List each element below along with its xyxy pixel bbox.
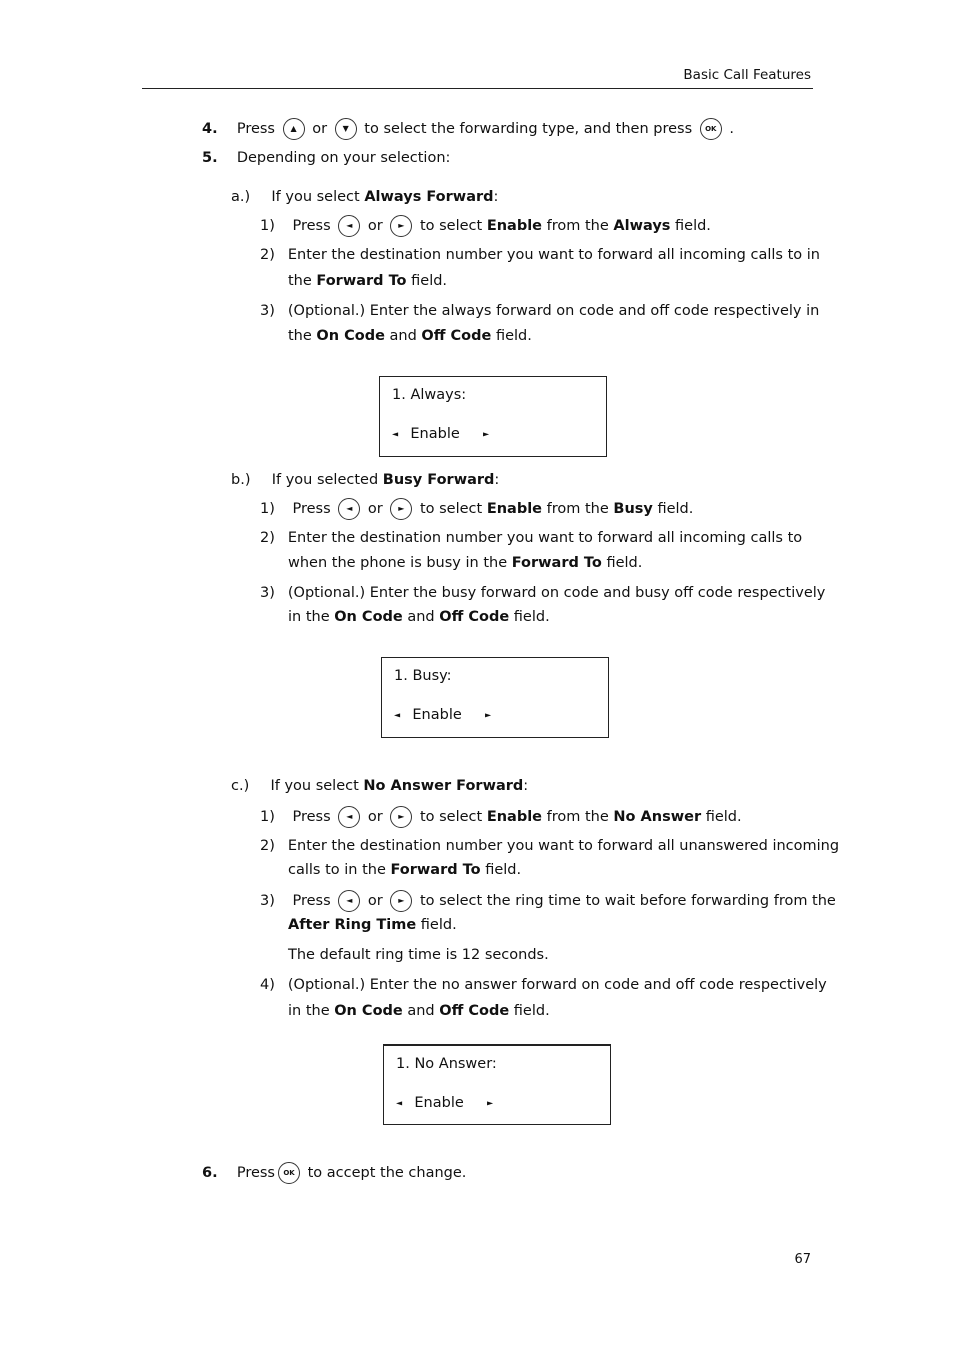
step-5 <box>202 148 450 168</box>
screen-field-value: ◄ Enable ► <box>396 1095 494 1111</box>
right-arrow-icon: ► <box>482 429 490 439</box>
screen-field-value: ◄ Enable ► <box>392 426 490 442</box>
phone-screen-busy <box>381 657 609 738</box>
right-arrow-icon: ► <box>484 710 492 720</box>
option-b-step-1: 1) Press ◄ or ► to select Enable from the Busy field. <box>260 498 693 520</box>
option-b-step-2: 2) Enter the destination number you want to forward all incoming calls to <box>260 530 803 546</box>
right-key-icon: ► <box>390 806 412 828</box>
ok-key-icon: OK <box>278 1162 300 1184</box>
step-text: Depending on your selection: <box>236 150 451 166</box>
down-key-icon: ▼ <box>335 118 357 140</box>
option-c-heading: c.) If you select No Answer Forward: <box>231 778 529 794</box>
right-arrow-icon: ► <box>486 1098 494 1108</box>
screen-field-label: 1. Always: <box>392 387 467 403</box>
option-a-heading: a.) If you select Always Forward: <box>231 189 499 205</box>
option-a-step-2-cont: the Forward To field. <box>288 273 448 289</box>
option-c-step-3-cont: After Ring Time field. <box>288 917 457 933</box>
option-name: Busy Forward <box>382 472 495 488</box>
option-c-step-1: 1) Press ◄ or ► to select Enable from the No Answer field. <box>260 806 742 828</box>
step-text: to select the forwarding type, and then press <box>364 121 693 137</box>
step-text: Press <box>236 121 275 137</box>
option-c-step-2: 2) Enter the destination number you want to forward all unanswered incoming <box>260 838 840 854</box>
header-divider <box>142 88 813 89</box>
ok-key-icon: OK <box>700 118 722 140</box>
step-text: or <box>312 121 328 137</box>
left-arrow-icon: ◄ <box>396 1098 403 1108</box>
screen-field-label: 1. Busy: <box>394 668 452 684</box>
option-a-step-2: 2) Enter the destination number you want to forward all incoming calls to in <box>260 247 820 263</box>
option-name: No Answer Forward <box>363 778 524 794</box>
step-4 <box>202 118 734 140</box>
step-6: 6. Press OK to accept the change. <box>202 1162 466 1184</box>
screen-field-value: ◄ Enable ► <box>394 707 492 723</box>
option-b-step-3-cont: in the On Code and Off Code field. <box>288 609 550 625</box>
step-text: . <box>729 121 734 137</box>
screen-field-label: 1. No Answer: <box>396 1056 497 1072</box>
option-c-step-3: 3) Press ◄ or ► to select the ring time to wait before forwarding from the <box>260 890 836 912</box>
option-name: Always Forward <box>364 189 494 205</box>
option-c-step-4: 4) (Optional.) Enter the no answer forward on code and off code respectively <box>260 977 827 993</box>
right-key-icon: ► <box>390 498 412 520</box>
step-number: 5. <box>202 150 218 166</box>
option-c-step-3-note: The default ring time is 12 seconds. <box>288 947 549 963</box>
left-arrow-icon: ◄ <box>392 429 399 439</box>
option-b-step-3: 3) (Optional.) Enter the busy forward on code and busy off code respectively <box>260 585 826 601</box>
left-key-icon: ◄ <box>338 215 360 237</box>
option-a-step-3: 3) (Optional.) Enter the always forward on code and off code respectively in <box>260 303 820 319</box>
option-c-step-4-cont: in the On Code and Off Code field. <box>288 1003 550 1019</box>
up-key-icon: ▲ <box>283 118 305 140</box>
option-c-step-2-cont: calls to in the Forward To field. <box>288 862 522 878</box>
phone-screen-no-answer <box>383 1044 611 1125</box>
step-number: 4. <box>202 121 218 137</box>
right-key-icon: ► <box>390 890 412 912</box>
option-b-step-2-cont: when the phone is busy in the Forward To field. <box>288 555 643 571</box>
page-number: 67 <box>794 1252 811 1267</box>
option-label: a.) <box>231 189 251 205</box>
step-number: 6. <box>202 1165 218 1181</box>
option-a-step-1: 1) Press ◄ or ► to select Enable from the Always field. <box>260 215 711 237</box>
option-a-step-3-cont: the On Code and Off Code field. <box>288 328 532 344</box>
left-key-icon: ◄ <box>338 498 360 520</box>
option-b-heading: b.) If you selected Busy Forward: <box>231 472 500 488</box>
left-key-icon: ◄ <box>338 890 360 912</box>
left-arrow-icon: ◄ <box>394 710 401 720</box>
page-header-title: Basic Call Features <box>683 67 811 83</box>
left-key-icon: ◄ <box>338 806 360 828</box>
right-key-icon: ► <box>390 215 412 237</box>
phone-screen-always <box>379 376 607 457</box>
